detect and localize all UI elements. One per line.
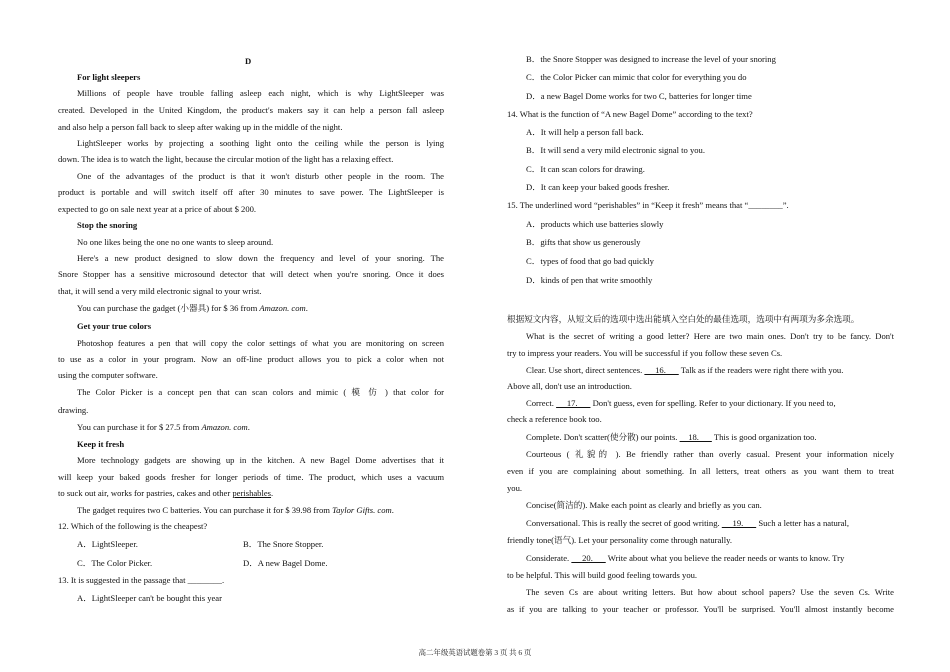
paragraph-line: and also help a person fall back to sleep after waking up in the middle of the night. [58, 122, 343, 132]
paragraph-line: using the computer software. [58, 370, 158, 380]
conversational-line [526, 515, 849, 532]
purchase-line-bagel-dome [77, 502, 394, 519]
blank-16: 16. [644, 365, 679, 375]
blank-19: 19. [721, 518, 757, 528]
option-12a: A．LightSleeper. [77, 539, 138, 549]
considerate-line [526, 550, 844, 567]
paragraph-line: product is portable and will switch itself off after 30 minutes to save power. The LightSleeper is [58, 187, 444, 197]
blank-18: 18. [679, 432, 712, 442]
option-14b: B．It will send a very mild electronic signal to you. [526, 145, 706, 155]
option-15c: C．types of food that go bad quickly [526, 256, 654, 266]
heading-keep-fresh: Keep it fresh [77, 439, 125, 449]
paragraph-text: Correct. [526, 398, 557, 408]
option-12b: B．The Snore Stopper. [243, 539, 324, 549]
paragraph-line: to use as a color in your program. Now an off-line product allows you to pick a color when not [58, 354, 444, 364]
paragraph-line: that, it will send a very mild electronic signal to your wrist. [58, 286, 262, 296]
blank-17: 17. [556, 398, 591, 408]
paragraph-line: Above all, don't use an introduction. [507, 381, 632, 391]
paragraph-text: Such a letter has a natural, [756, 518, 849, 528]
paragraph-line: even if you are complaining about something. In all letters, treat others as you want them to treat [507, 466, 894, 476]
purchase-end: . [247, 422, 250, 432]
paragraph-line: will keep your baked goods fresher for longer periods of time. The product, which uses a vacuum [58, 472, 444, 482]
paragraph-text: Don't guess, even for spelling. Refer to your dictionary. If you need to, [590, 398, 836, 408]
complete-line [526, 429, 817, 446]
paragraph-line [58, 485, 273, 502]
source-name: Amazon. com [259, 303, 306, 313]
paragraph-line: Courteous ( 礼貌的 ). Be friendly rather than overly casual. Present your information nicely [526, 449, 894, 459]
source-name: Taylor Gifts. com [332, 505, 392, 515]
heading-light-sleepers: For light sleepers [77, 72, 141, 82]
blank-20: 20. [571, 553, 606, 563]
paragraph-text: Conversational. This is really the secret of good writing. [526, 518, 722, 528]
paragraph-text: Complete. Don't scatter(使分散) our points. [526, 432, 680, 442]
option-15b: B．gifts that show us generously [526, 237, 641, 247]
question-14: 14. What is the function of “A new Bagel Dome” according to the text? [507, 109, 753, 119]
paragraph-line: try to impress your readers. You will be successful if you follow these seven Cs. [507, 348, 783, 358]
option-12c: C．The Color Picker. [77, 558, 153, 568]
heading-true-colors: Get your true colors [77, 321, 152, 331]
source-name: Amazon. com [201, 422, 248, 432]
purchase-text: You can purchase the gadget (小器具) for $ 36 from [77, 303, 260, 313]
paragraph-line: Millions of people have trouble falling asleep each night, which is why LightSleeper was [77, 88, 444, 98]
purchase-end: . [391, 505, 394, 515]
paragraph-text: to suck out air, works for pastries, cakes and other [58, 488, 233, 498]
option-12d: D．A new Bagel Dome. [243, 558, 328, 568]
question-12: 12. Which of the following is the cheapest? [58, 521, 208, 531]
option-13d: D．a new Bagel Dome works for two C, batteries for longer time [526, 91, 752, 101]
purchase-line-color-picker [77, 419, 250, 436]
paragraph-line: as if you are talking to your teacher or professor. You'll be surprised. You'll almost instantly become [507, 604, 894, 614]
paragraph-line: The Color Picker is a concept pen that can scan colors and mimic ( 模 仿 ) that color for [77, 387, 444, 397]
question-13: 13. It is suggested in the passage that ________. [58, 575, 225, 585]
paragraph-line: to be helpful. This will build good feeling towards you. [507, 570, 698, 580]
section-letter: D [245, 56, 252, 66]
correct-line [526, 395, 836, 412]
option-13b: B．the Snore Stopper was designed to increase the level of your snoring [526, 54, 776, 64]
paragraph-line: you. [507, 483, 523, 493]
purchase-line-snore-stopper [77, 300, 308, 317]
paragraph-text: Considerate. [526, 553, 572, 563]
option-15a: A．products which use batteries slowly [526, 219, 664, 229]
purchase-end: . [305, 303, 308, 313]
paragraph-line: Concise(简洁的). Make each point as clearly and briefly as you can. [526, 500, 762, 510]
option-13c: C．the Color Picker can mimic that color for everything you do [526, 72, 747, 82]
paragraph-line: Here's a new product designed to slow down the frequency and level of your snoring. The [77, 253, 444, 263]
paragraph-line: No one likes being the one no one wants to sleep around. [77, 237, 274, 247]
paragraph-line: down. The idea is to watch the light, because the circular motion of the light has a relaxing effect. [58, 154, 394, 164]
option-15d: D．kinds of pen that write smoothly [526, 275, 653, 285]
purchase-text: The gadget requires two C batteries. You can purchase it for $ 39.98 from [77, 505, 333, 515]
paragraph-line: What is the secret of writing a good letter? Here are two main ones. Don't try to be fancy. Don't [526, 331, 894, 341]
paragraph-text: This is good organization too. [711, 432, 817, 442]
purchase-text: You can purchase it for $ 27.5 from [77, 422, 202, 432]
paragraph-text: Clear. Use short, direct sentences. [526, 365, 645, 375]
paragraph-line: More technology gadgets are showing up in the kitchen. A new Bagel Dome advertises that it [77, 455, 444, 465]
paragraph-line: Photoshop features a pen that will copy the color settings of what you are monitoring on screen [77, 338, 444, 348]
paragraph-line: One of the advantages of the product is that it won't disturb other people in the room. The [77, 171, 444, 181]
option-14c: C．It can scan colors for drawing. [526, 164, 645, 174]
clear-line [526, 362, 843, 379]
question-15: 15. The underlined word “perishables” in “Keep it fresh” means that “________”. [507, 200, 789, 210]
option-13a: A．LightSleeper can't be bought this year [77, 593, 222, 603]
section-instruction: 根据短文内容，从短文后的选项中选出能填入空白处的最佳选项，选项中有两项为多余选项。 [507, 314, 860, 324]
underlined-word: perishables [232, 488, 272, 498]
paragraph-line: drawing. [58, 405, 89, 415]
paragraph-line: Snore Stopper has a sensitive microsound detector that will detect when you're snoring. Once it does [58, 269, 444, 279]
heading-stop-snoring: Stop the snoring [77, 220, 138, 230]
paragraph-line: The seven Cs are about writing letters. But how about school papers? Use the seven Cs. Write [526, 587, 894, 597]
paragraph-line: created. Developed in the United Kingdom, the product's makers say it can help a person fall asleep [58, 105, 444, 115]
option-14d: D．It can keep your baked goods fresher. [526, 182, 670, 192]
paragraph-line: friendly tone(语气). Let your personality come through naturally. [507, 535, 732, 545]
paragraph-end: . [271, 488, 274, 498]
paragraph-line: expected to go on sale next year at a price of about $ 200. [58, 204, 257, 214]
paragraph-text: Write about what you believe the reader needs or wants to know. Try [605, 553, 845, 563]
paragraph-line: check a reference book too. [507, 414, 602, 424]
paragraph-text: Talk as if the readers were right there with you. [678, 365, 844, 375]
paragraph-line: LightSleeper works by projecting a soothing light onto the ceiling while the person is lying [77, 138, 444, 148]
option-14a: A．It will help a person fall back. [526, 127, 644, 137]
page-footer: 高二年级英语试题卷第 3 页 共 6 页 [418, 648, 532, 657]
